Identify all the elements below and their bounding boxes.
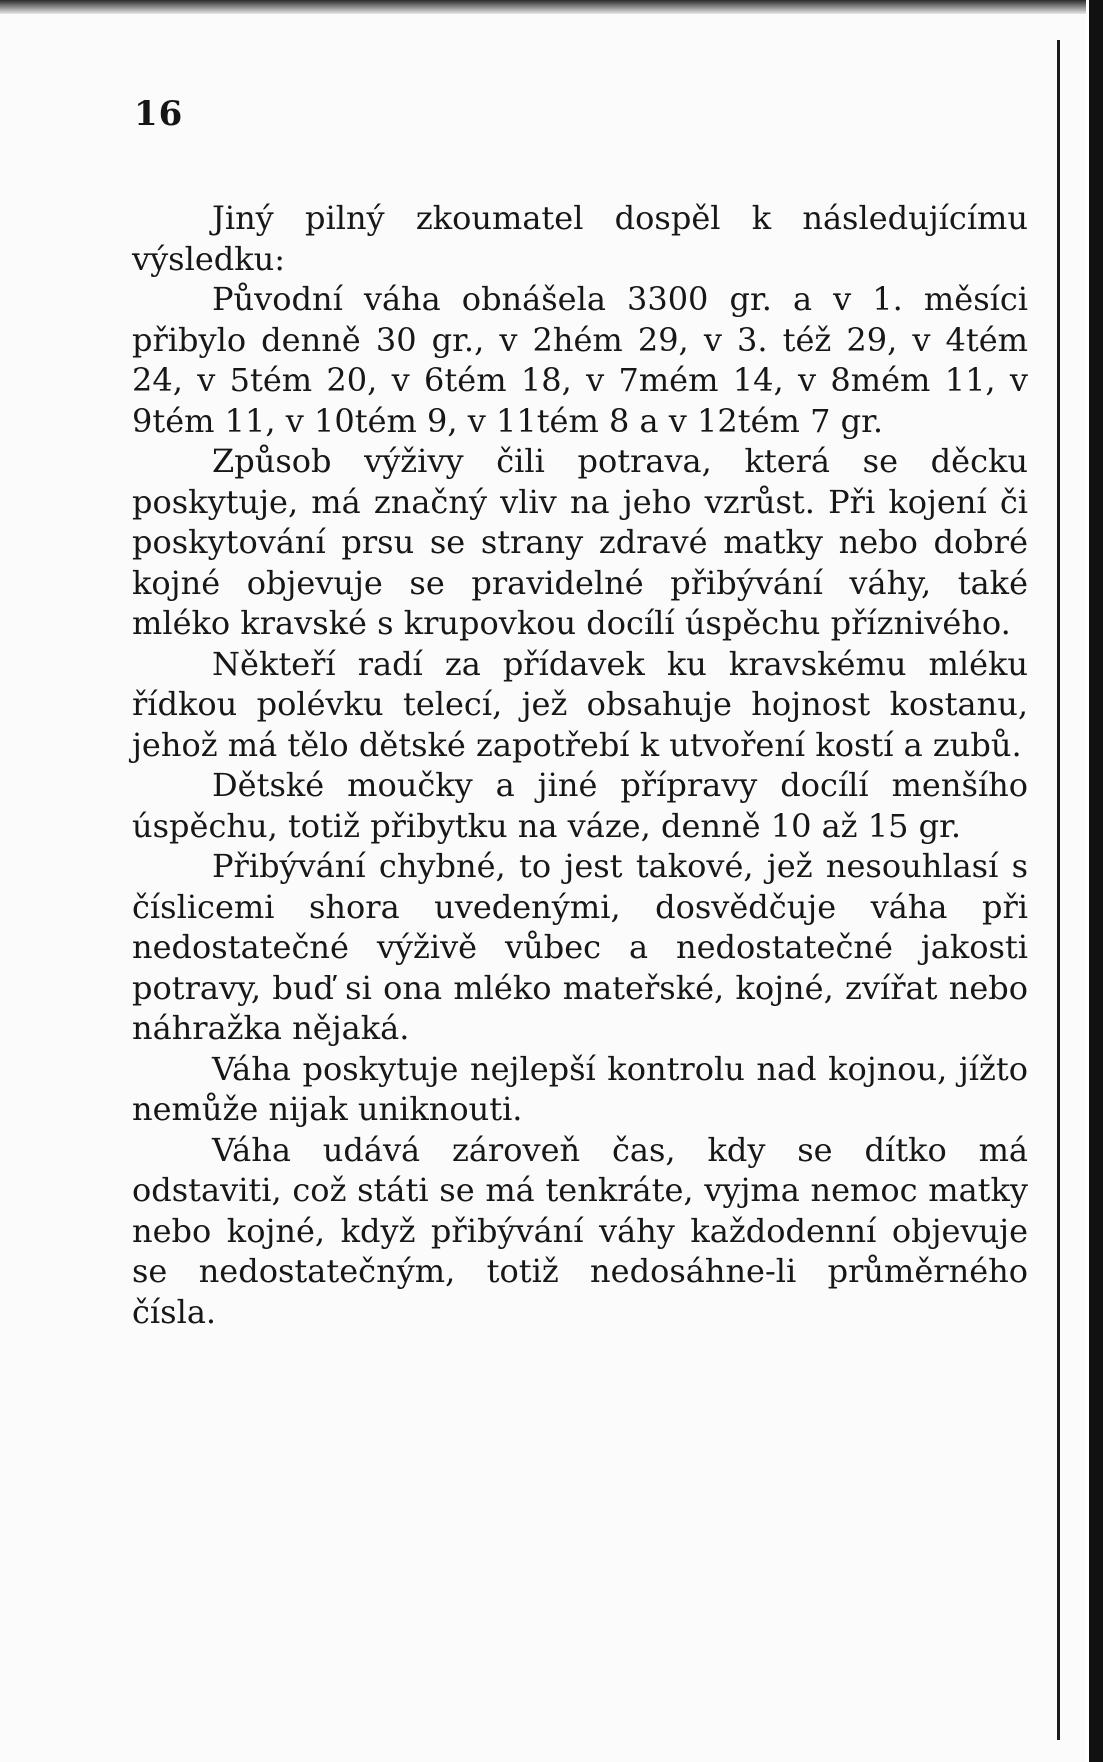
paragraph: Váha poskytuje nejlepší kontrolu nad kojnou, jížto nemůže nijak uniknouti. <box>132 1049 1028 1128</box>
paragraph: Přibývání chybné, to jest takové, jež nesouhlasí s číslicemi shora uvedenými, dosvědčuje váha při nedostatečné výživě vůbec a nedostatečné jakosti potravy, buď si ona mléko mateřské, kojné, zvířat nebo náhražka nějaká. <box>132 847 1028 1047</box>
page-number: 16 <box>134 94 184 134</box>
paragraph: Někteří radí za přídavek ku kravskému mléku řídkou polévku telecí, jež obsahuje hojnost kostanu, jehož má tělo dětské zapotřebí k utvoření kostí a zubů. <box>132 644 1028 764</box>
scan-top-edge <box>0 0 1086 14</box>
paragraph: Váha udává zároveň čas, kdy se dítko má odstaviti, což státi se má tenkráte, vyjma nemoc matky nebo kojné, když přibývání váhy každodenní objevuje se nedostatečným, totiž nedosáhne-li průměrného čísla. <box>132 1130 1028 1331</box>
body-text <box>132 198 1028 1332</box>
paragraph: Způsob výživy čili potrava, která se děcku poskytuje, má značný vliv na jeho vzrůst. Při kojení či poskytování prsu se strany zdravé matky nebo dobré kojné objevuje se pravidelné přibývání váhy, také mléko kravské s krupovkou docílí úspěchu příznivého. <box>132 442 1028 642</box>
paragraph: Jiný pilný zkoumatel dospěl k následujícímu výsledku: <box>132 199 1028 278</box>
paragraph: Dětské moučky a jiné přípravy docílí menšího úspěchu, totiž přibytku na váze, denně 10 až 15 gr. <box>132 766 1028 845</box>
scan-edge-rule <box>1057 40 1060 1740</box>
scan-right-edge <box>1089 0 1103 1762</box>
paragraph: Původní váha obnášela 3300 gr. a v 1. měsíci přibylo denně 30 gr., v 2hém 29, v 3. též 29, v 4tém 24, v 5tém 20, v 6tém 18, v 7mém 14, v 8mém 11, v 9tém 11, v 10tém 9, v 11tém 8 a v 12tém 7 gr. <box>132 280 1028 440</box>
